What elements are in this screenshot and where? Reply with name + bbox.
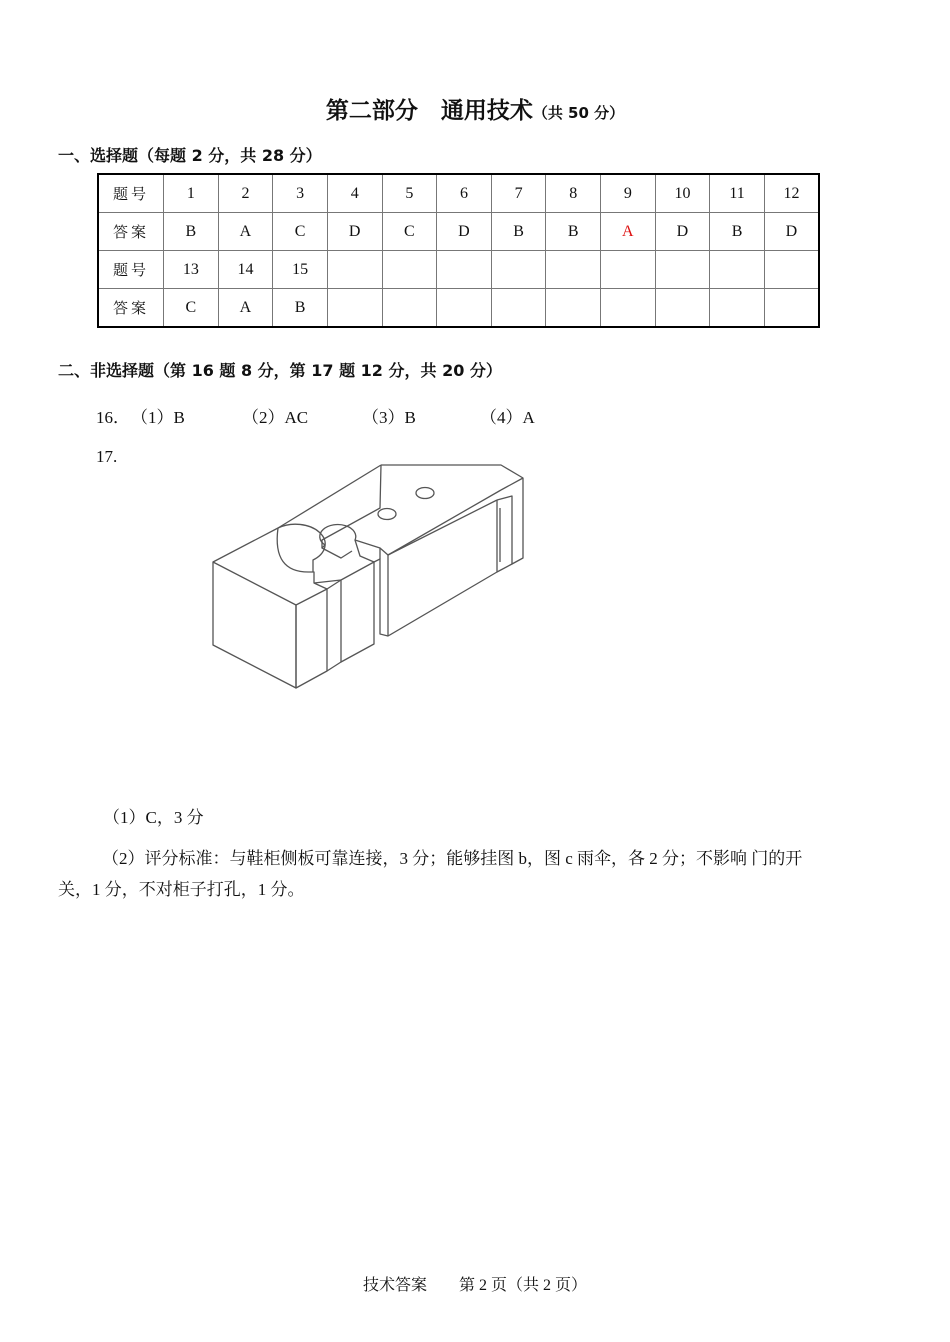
- table-cell: 2: [218, 174, 273, 213]
- q17-part2: （2）评分标准：与鞋柜侧板可靠连接，3 分；能够挂图 b，图 c 雨伞，各 2 分；不影响 门的开关，1 分，不对柜子打孔，1 分。: [58, 849, 803, 899]
- section1-heading: 一、选择题（每题 2 分，共 28 分）: [58, 146, 322, 165]
- table-cell: [655, 289, 710, 328]
- table-cell-highlighted: A: [601, 213, 656, 251]
- table-row: [98, 251, 819, 289]
- q16-number: 16．: [96, 408, 130, 427]
- table-cell: [764, 289, 819, 328]
- table-cell: D: [437, 213, 492, 251]
- table-cell: [491, 289, 546, 328]
- table-cell: A: [218, 289, 273, 328]
- row-label-question: 题号: [98, 174, 164, 213]
- section2-heading: 二、非选择题（第 16 题 8 分，第 17 题 12 分，共 20 分）: [58, 361, 502, 380]
- title-main: 第二部分 通用技术: [325, 98, 533, 124]
- table-cell: [546, 251, 601, 289]
- q16-answer-4: （4）A: [480, 408, 535, 427]
- table-cell: B: [273, 289, 328, 328]
- q17-part1: （1）C，3 分: [103, 808, 204, 827]
- table-cell: [491, 251, 546, 289]
- table-cell: 11: [710, 174, 765, 213]
- table-cell: [382, 289, 437, 328]
- table-cell: 4: [327, 174, 382, 213]
- page-footer: 技术答案 第 2 页（共 2 页）: [362, 1277, 587, 1294]
- table-cell: C: [382, 213, 437, 251]
- table-cell: 10: [655, 174, 710, 213]
- row-label-question: 题号: [98, 251, 164, 289]
- table-cell: 8: [546, 174, 601, 213]
- table-cell: 14: [218, 251, 273, 289]
- table-row: [98, 289, 819, 328]
- table-cell: C: [164, 289, 219, 328]
- q16-answer-3: （3）B: [362, 408, 416, 427]
- page-title: [0, 92, 950, 125]
- left-block-side: [296, 589, 327, 688]
- body-top-edge: [381, 465, 523, 564]
- q16-answer-1: （1）B: [131, 408, 185, 427]
- table-cell: [601, 251, 656, 289]
- table-cell: [546, 289, 601, 328]
- table-row: [98, 174, 819, 213]
- table-cell: 1: [164, 174, 219, 213]
- table-cell: [764, 251, 819, 289]
- table-cell: 7: [491, 174, 546, 213]
- table-cell: C: [273, 213, 328, 251]
- table-cell: [327, 289, 382, 328]
- table-cell: A: [218, 213, 273, 251]
- table-cell: 6: [437, 174, 492, 213]
- table-cell: B: [491, 213, 546, 251]
- table-cell: 9: [601, 174, 656, 213]
- table-cell: D: [655, 213, 710, 251]
- mounting-hole-1: [378, 509, 396, 520]
- table-cell: 13: [164, 251, 219, 289]
- row-label-answer: 答案: [98, 289, 164, 328]
- q16-answer-2: （2）AC: [242, 408, 309, 427]
- table-cell: [601, 289, 656, 328]
- table-cell: B: [164, 213, 219, 251]
- answer-table: [97, 173, 820, 328]
- table-cell: D: [327, 213, 382, 251]
- table-cell: [655, 251, 710, 289]
- table-cell: [327, 251, 382, 289]
- left-block-front: [213, 562, 296, 688]
- table-row: [98, 213, 819, 251]
- table-cell: [437, 251, 492, 289]
- table-cell: 3: [273, 174, 328, 213]
- q17-number: 17.: [96, 447, 118, 466]
- table-cell: B: [546, 213, 601, 251]
- row-label-answer: 答案: [98, 213, 164, 251]
- table-cell: 12: [764, 174, 819, 213]
- middle-block-front: [341, 562, 374, 662]
- mounting-hole-2: [416, 488, 434, 499]
- table-cell: 15: [273, 251, 328, 289]
- table-cell: [710, 289, 765, 328]
- table-cell: 5: [382, 174, 437, 213]
- table-cell: [437, 289, 492, 328]
- table-cell: [382, 251, 437, 289]
- table-cell: D: [764, 213, 819, 251]
- table-cell: [710, 251, 765, 289]
- hook-bracket-drawing: [205, 458, 535, 698]
- table-cell: B: [710, 213, 765, 251]
- title-sub: （共 50 分）: [532, 104, 625, 122]
